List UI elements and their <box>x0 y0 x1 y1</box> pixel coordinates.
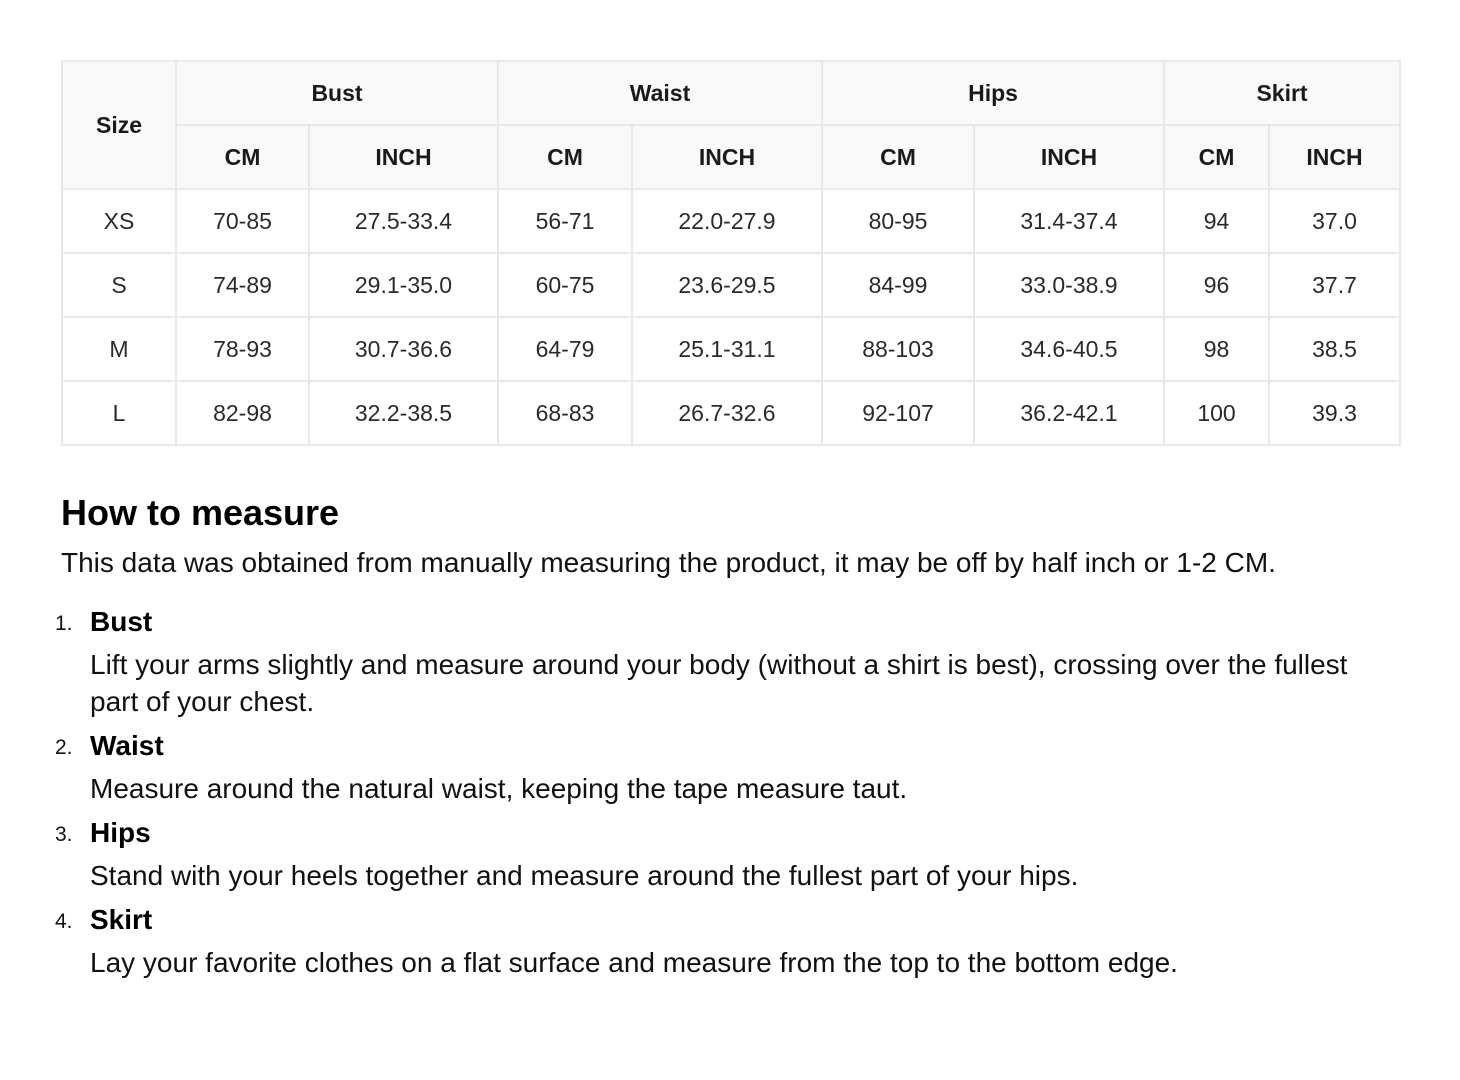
table-cell: 94 <box>1164 189 1269 253</box>
table-cell: 38.5 <box>1269 317 1400 381</box>
hips-header: Hips <box>822 61 1164 125</box>
table-header-row-groups <box>62 61 1400 125</box>
table-cell: 60-75 <box>498 253 632 317</box>
size-cell: M <box>62 317 176 381</box>
table-cell: 84-99 <box>822 253 974 317</box>
section-title: How to measure <box>61 492 340 533</box>
table-header-row-units <box>62 125 1400 189</box>
table-cell: 22.0-27.9 <box>632 189 822 253</box>
list-description: Measure around the natural waist, keeping the tape measure taut. <box>90 773 908 804</box>
intro-text: This data was obtained from manually measuring the product, it may be off by half inch or 1-2 CM. <box>61 547 1276 578</box>
list-item <box>55 817 1401 894</box>
size-chart-table <box>61 60 1401 446</box>
table-cell: 96 <box>1164 253 1269 317</box>
unit-header: INCH <box>1269 125 1400 189</box>
list-item <box>55 730 1401 807</box>
table-cell: 23.6-29.5 <box>632 253 822 317</box>
list-term: Waist <box>90 730 164 761</box>
table-cell: 37.0 <box>1269 189 1400 253</box>
list-description: Lift your arms slightly and measure around your body (without a shirt is best), crossing over the fullest part of your chest. <box>90 649 1348 717</box>
table-cell: 74-89 <box>176 253 309 317</box>
table-cell: 34.6-40.5 <box>974 317 1164 381</box>
table-cell: 78-93 <box>176 317 309 381</box>
list-term: Hips <box>90 817 151 848</box>
unit-header: INCH <box>309 125 498 189</box>
waist-header: Waist <box>498 61 822 125</box>
size-cell: S <box>62 253 176 317</box>
table-cell: 80-95 <box>822 189 974 253</box>
table-cell: 68-83 <box>498 381 632 445</box>
table-row <box>62 253 1400 317</box>
list-description: Lay your favorite clothes on a flat surface and measure from the top to the bottom edge. <box>90 947 1178 978</box>
list-number: 2. <box>55 736 73 759</box>
table-cell: 29.1-35.0 <box>309 253 498 317</box>
size-header: Size <box>62 61 176 189</box>
table-cell: 70-85 <box>176 189 309 253</box>
table-cell: 37.7 <box>1269 253 1400 317</box>
table-row <box>62 317 1400 381</box>
bust-header: Bust <box>176 61 498 125</box>
table-cell: 36.2-42.1 <box>974 381 1164 445</box>
list-item <box>55 606 1401 720</box>
unit-header: INCH <box>974 125 1164 189</box>
table-row <box>62 189 1400 253</box>
table-row <box>62 381 1400 445</box>
table-cell: 39.3 <box>1269 381 1400 445</box>
list-term: Bust <box>90 606 153 637</box>
skirt-header: Skirt <box>1164 61 1400 125</box>
table-cell: 30.7-36.6 <box>309 317 498 381</box>
measure-list <box>55 606 1401 981</box>
size-cell: L <box>62 381 176 445</box>
unit-header: INCH <box>632 125 822 189</box>
table-cell: 26.7-32.6 <box>632 381 822 445</box>
unit-header: CM <box>822 125 974 189</box>
unit-header: CM <box>498 125 632 189</box>
table-cell: 27.5-33.4 <box>309 189 498 253</box>
how-to-measure-section <box>55 490 1401 991</box>
table-cell: 88-103 <box>822 317 974 381</box>
list-number: 3. <box>55 823 73 846</box>
table-cell: 100 <box>1164 381 1269 445</box>
table-cell: 33.0-38.9 <box>974 253 1164 317</box>
table-cell: 25.1-31.1 <box>632 317 822 381</box>
list-description: Stand with your heels together and measure around the fullest part of your hips. <box>90 860 1079 891</box>
size-cell: XS <box>62 189 176 253</box>
unit-header: CM <box>1164 125 1269 189</box>
table-cell: 98 <box>1164 317 1269 381</box>
table-cell: 82-98 <box>176 381 309 445</box>
list-term: Skirt <box>90 904 153 935</box>
table-cell: 64-79 <box>498 317 632 381</box>
list-item <box>55 904 1401 981</box>
table-cell: 32.2-38.5 <box>309 381 498 445</box>
table-cell: 92-107 <box>822 381 974 445</box>
list-number: 4. <box>55 910 73 933</box>
table-cell: 56-71 <box>498 189 632 253</box>
list-number: 1. <box>55 612 73 635</box>
unit-header: CM <box>176 125 309 189</box>
table-cell: 31.4-37.4 <box>974 189 1164 253</box>
